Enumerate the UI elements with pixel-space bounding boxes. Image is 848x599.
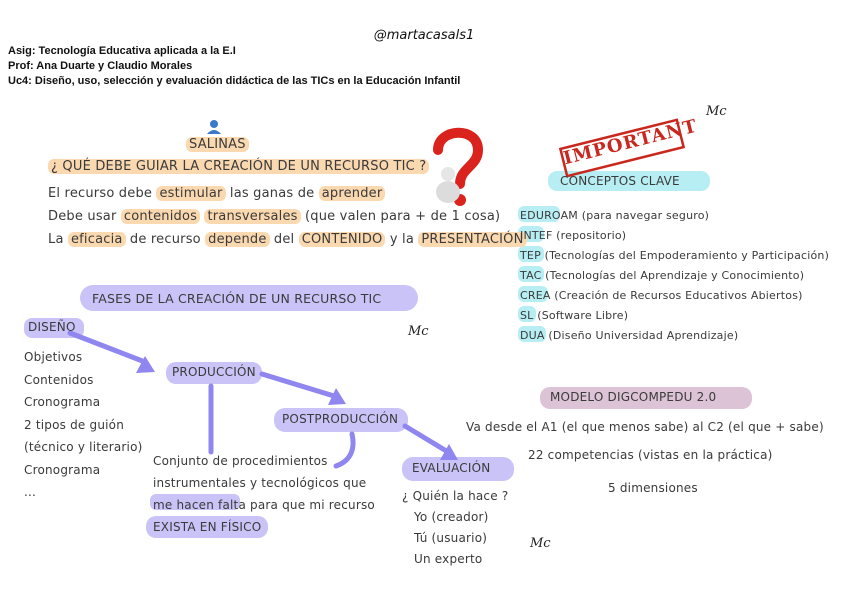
diseno-item: Cronograma xyxy=(24,395,101,409)
evaluacion-item: ¿ Quién la hace ? xyxy=(402,489,509,503)
person-icon xyxy=(207,120,221,134)
evaluacion-item: Un experto xyxy=(414,552,483,566)
postproduccion-label: POSTPRODUCCIÓN xyxy=(282,412,399,426)
digcompedu-item: 22 competencias (vistas en la práctica) xyxy=(528,448,773,462)
diseno-item: Contenidos xyxy=(24,372,94,387)
salinas-question-row xyxy=(48,159,429,174)
concept-item: INTEF (repositorio) xyxy=(520,229,627,242)
salinas-name xyxy=(186,137,249,152)
concept-item: TAC (Tecnologías del Aprendizaje y Conocimiento) xyxy=(520,269,805,282)
arrow-produccion-postproduccion xyxy=(262,374,334,396)
author-handle: @martacasals1 xyxy=(373,28,475,43)
diseno-item: (técnico y literario) xyxy=(24,440,143,454)
salinas-line-3: La eficacia de recurso depende del CONTENIDO y la PRESENTACIÓN xyxy=(48,232,527,247)
concept-item: DUA (Diseño Universidad Aprendizaje) xyxy=(520,329,739,342)
conceptos-title: CONCEPTOS CLAVE xyxy=(560,174,680,188)
concept-item: CREA (Creación de Recursos Educativos Abiertos) xyxy=(520,289,803,302)
professors-line: Prof: Ana Duarte y Claudio Morales xyxy=(8,60,193,72)
evaluacion-item: Yo (creador) xyxy=(414,510,489,524)
salinas-question: ¿ QUÉ DEBE GUIAR LA CREACIÓN DE UN RECURSO TIC ? xyxy=(48,159,429,174)
important-stamp: IMPORTANT xyxy=(561,115,700,170)
diseno-item: Cronograma xyxy=(24,462,101,477)
question-mark-person-icon xyxy=(436,133,478,206)
signature-middle: Mc xyxy=(408,324,429,339)
concept-item: SL (Software Libre) xyxy=(520,309,629,322)
produccion-label: PRODUCCIÓN xyxy=(172,365,256,379)
digcompedu-item: Va desde el A1 (el que menos sabe) al C2 (el que + sabe) xyxy=(466,420,824,434)
diseno-item: ... xyxy=(24,485,37,499)
salinas-label: SALINAS xyxy=(186,137,249,152)
digcompedu-item: 5 dimensiones xyxy=(608,481,698,495)
salinas-line-1: El recurso debe estimular las ganas de aprender xyxy=(48,186,385,201)
arrow-postproduccion-evaluacion xyxy=(405,426,448,452)
unit-line: Uc4: Diseño, uso, selección y evaluación didáctica de las TICs en la Educación Infantil xyxy=(8,75,461,87)
diseno-item: Objetivos xyxy=(24,350,83,364)
concept-item: EDUROAM (para navegar seguro) xyxy=(520,209,710,222)
subject-line: Asig: Tecnología Educativa aplicada a la E.I xyxy=(8,45,236,57)
digcompedu-title: MODELO DIGCOMPEDU 2.0 xyxy=(550,390,717,404)
diseno-list xyxy=(24,346,143,504)
signature-bottom: Mc xyxy=(530,536,551,551)
salinas-line-2: Debe usar contenidos transversales (que valen para + de 1 cosa) xyxy=(48,209,501,224)
diseno-label: DISEÑO xyxy=(28,320,76,334)
concept-item: TEP (Tecnologías del Empoderamiento y Participación) xyxy=(520,249,830,262)
signature-top-right: Mc xyxy=(706,104,727,119)
evaluacion-label: EVALUACIÓN xyxy=(412,461,491,475)
evaluacion-item: Tú (usuario) xyxy=(414,531,488,545)
conceptos-list xyxy=(520,206,829,346)
diseno-item: 2 tipos de guión xyxy=(24,417,125,432)
evaluacion-list xyxy=(402,486,508,570)
fases-title: FASES DE LA CREACIÓN DE UN RECURSO TIC xyxy=(92,291,382,306)
produccion-desc: Conjunto de procedimientos instrumentales y tecnológicos que me hacen falta para que mi recurso EXISTA EN FÍSICO xyxy=(153,454,375,534)
